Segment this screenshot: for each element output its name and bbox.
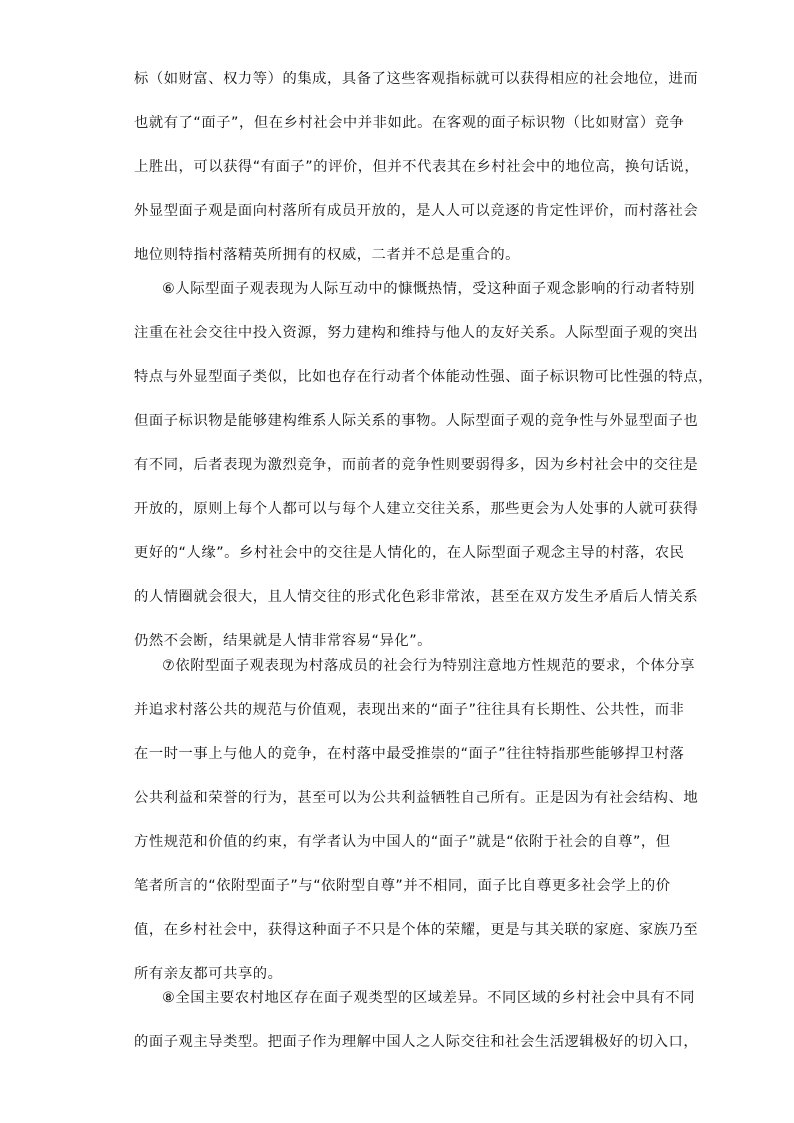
- text-line: 地位则特指村落精英所拥有的权威，二者并不总是重合的。: [134, 247, 521, 263]
- text-line: 注重在社会交往中投入资源，努力建构和维持与他人的友好关系。人际型面子观的突出: [134, 325, 699, 341]
- text-line: 笔者所言的“依附型面子”与“依附型自尊”并不相同，面子比自尊更多社会学上的价: [134, 878, 671, 894]
- text-line: 并追求村落公共的规范与价值观，表现出来的“面子”往往具有长期性、公共性，而非: [134, 702, 685, 718]
- paragraph-6: [134, 279, 714, 675]
- text-line: 公共利益和荣誉的行为，甚至可以为公共利益牺牲自己所有。正是因为有社会结构、地: [134, 790, 699, 806]
- text-line: 的面子观主导类型。把面子作为理解中国人之人际交往和社会生活逻辑极好的切入口，: [134, 1034, 699, 1050]
- text-line: 所有亲友都可共享的。: [134, 966, 283, 982]
- paragraph-8: [134, 988, 699, 1076]
- text-line: 也就有了“面子”，但在乡村社会中并非如此。在客观的面子标识物（比如财富）竞争: [134, 115, 685, 131]
- text-line: 在一时一事上与他人的竞争，在村落中最受推崇的“面子”往往特指那些能够捍卫村落: [134, 746, 685, 762]
- text-line: ⑦依附型面子观表现为村落成员的社会行为特别注意地方性规范的要求，个体分享: [162, 658, 696, 674]
- text-line: 上胜出，可以获得“有面子”的评价，但并不代表其在乡村社会中的地位高，换句话说，: [134, 159, 700, 175]
- text-line: ⑥人际型面子观表现为人际互动中的慷慨热情，受这种面子观念影响的行动者特别: [162, 281, 696, 297]
- text-line: 方性规范和价值的约束，有学者认为中国人的“面子”就是“依附于社会的自尊”，但: [134, 834, 671, 850]
- text-line: 特点与外显型面子类似，比如也存在行动者个体能动性强、面子标识物可比性强的特点，: [134, 369, 714, 385]
- text-line: 标（如财富、权力等）的集成，具备了这些客观指标就可以获得相应的社会地位，进而: [134, 71, 699, 87]
- paragraph-7: [134, 656, 699, 1008]
- text-line: 外显型面子观是面向村落所有成员开放的，是人人可以竞逐的肯定性评价，而村落社会: [134, 203, 699, 219]
- text-line: 开放的，原则上每个人都可以与每个人建立交往关系，那些更会为人处事的人就可获得: [134, 501, 699, 517]
- text-line: 更好的“人缘”。乡村社会中的交往是人情化的，在人际型面子观念主导的村落，农民: [134, 545, 685, 561]
- text-line: 值，在乡村社会中，获得这种面子不只是个体的荣耀，更是与其关联的家庭、家族乃至: [134, 922, 699, 938]
- text-line: ⑧全国主要农村地区存在面子观类型的区域差异。不同区域的乡村社会中具有不同: [162, 990, 696, 1006]
- text-line: 但面子标识物是能够建构维系人际关系的事物。人际型面子观的竞争性与外显型面子也: [134, 413, 699, 429]
- text-line: 的人情圈就会很大，且人情交往的形式化色彩非常浓，甚至在双方发生矛盾后人情关系: [134, 589, 699, 605]
- text-line: 有不同，后者表现为激烈竞争，而前者的竞争性则要弱得多，因为乡村社会中的交往是: [134, 457, 699, 473]
- text-line: 仍然不会断，结果就是人情非常容易“异化”。: [134, 633, 433, 649]
